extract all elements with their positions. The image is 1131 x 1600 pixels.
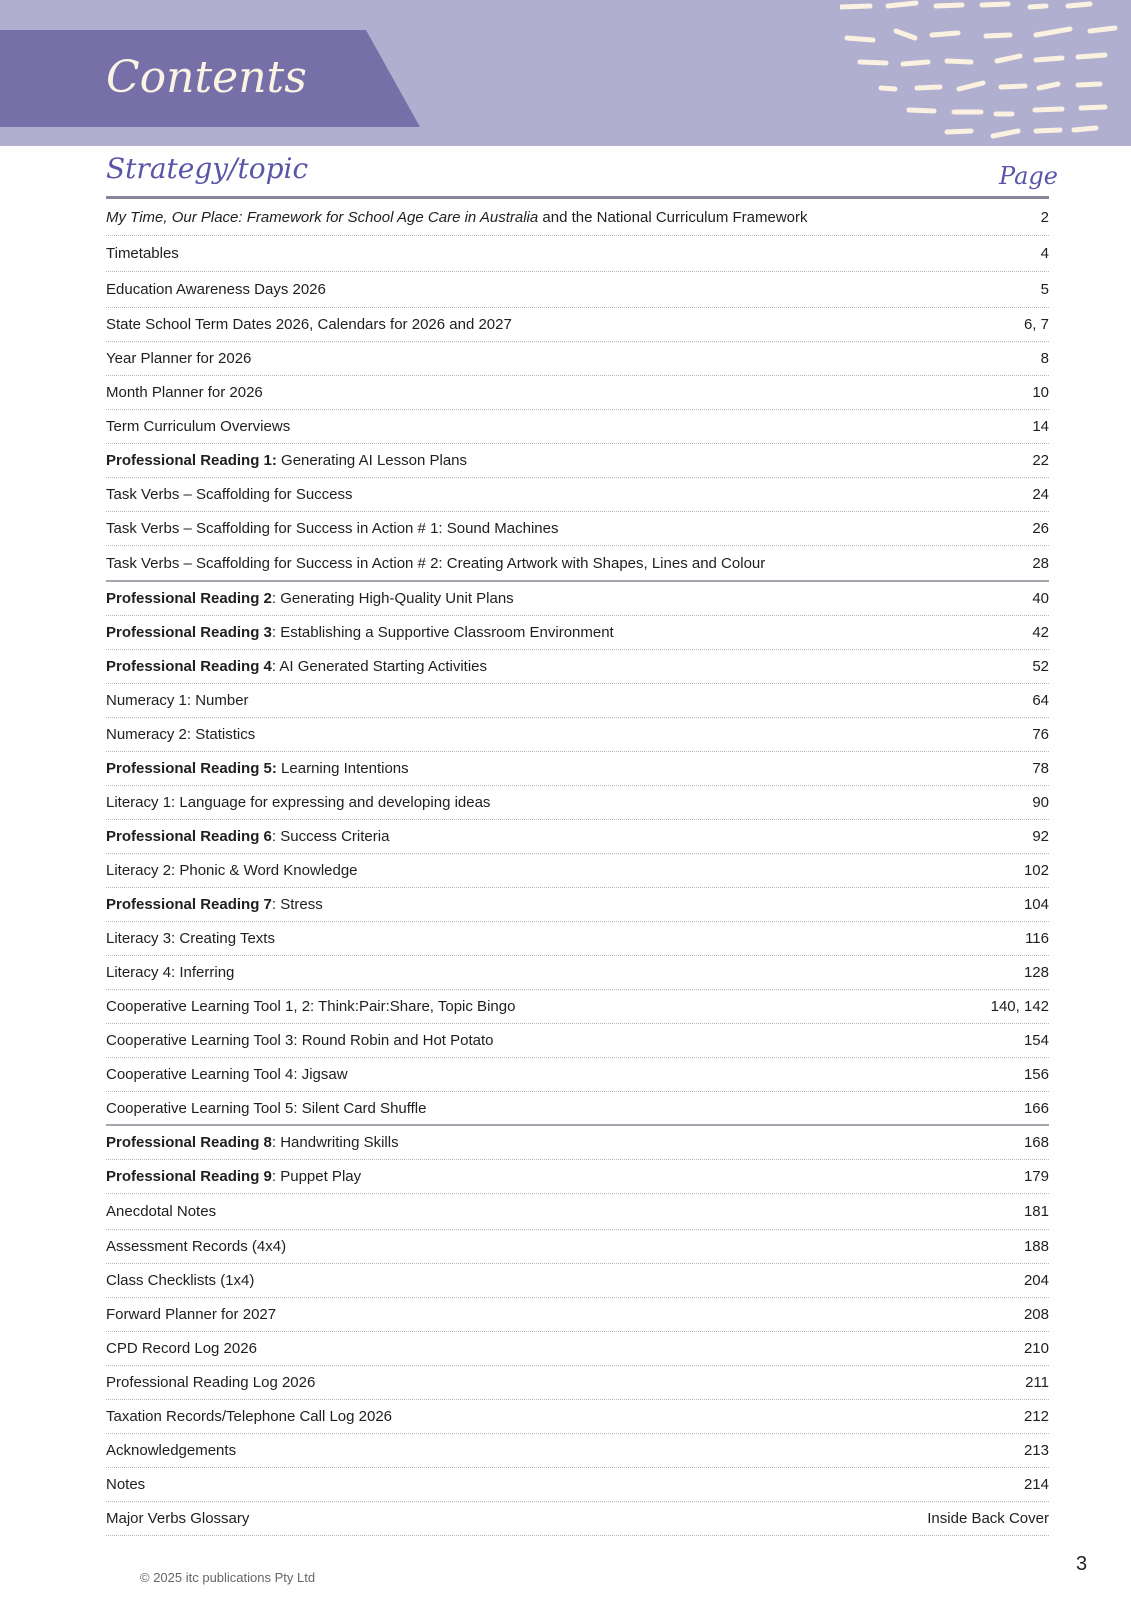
toc-entry-title-text: CPD Record Log 2026: [106, 1340, 257, 1357]
toc-entry-title-text: : Establishing a Supportive Classroom Environment: [271, 624, 614, 641]
toc-entry-title-text: Year Planner for 2026: [106, 350, 252, 367]
toc-entry-page: 188: [1023, 1238, 1049, 1255]
toc-entry-page: 22: [1032, 452, 1049, 469]
toc-entry-title: [106, 726, 255, 743]
toc-entry-page: 14: [1032, 418, 1049, 435]
toc-entry-title: [106, 245, 179, 262]
toc-entry-title: [106, 794, 490, 811]
toc-entry-title: [106, 1272, 254, 1289]
toc-entry-page: 212: [1023, 1408, 1049, 1425]
toc-entry-title: [106, 452, 467, 469]
toc-entry-title-bold: Professional Reading 6: [106, 828, 272, 845]
toc-entry-page: 214: [1023, 1476, 1049, 1493]
toc-entry-title: [106, 896, 323, 913]
toc-entry-page: 76: [1032, 726, 1049, 743]
toc-entry-title-text: : AI Generated Starting Activities: [271, 658, 488, 675]
toc-entry-title: [106, 1203, 216, 1220]
toc-entry-title-text: Forward Planner for 2027: [106, 1306, 277, 1323]
toc-entry-title: [106, 1238, 286, 1255]
toc-entry[interactable]: [106, 200, 1049, 236]
toc-entry-page: 26: [1032, 520, 1049, 537]
toc-entry-title: [106, 998, 515, 1015]
toc-entry-title-text: Term Curriculum Overviews: [106, 418, 291, 435]
toc-entry-title-text: Literacy 1: Language for expressing and developing ideas: [106, 794, 491, 811]
toc-entry[interactable]: [106, 1230, 1049, 1264]
toc-entry-title: [106, 1100, 427, 1117]
toc-entry-page: 102: [1023, 862, 1049, 879]
toc-entry-title: [106, 590, 514, 607]
toc-entry-title-text: : Generating High-Quality Unit Plans: [271, 590, 514, 607]
toc-entry[interactable]: [106, 990, 1049, 1024]
toc-entry-page: 166: [1023, 1099, 1049, 1117]
toc-entry-title: [106, 384, 263, 401]
toc-entry[interactable]: [106, 1332, 1049, 1366]
toc-entry-title-text: : Stress: [271, 896, 323, 913]
toc-entry-page: 78: [1032, 760, 1049, 777]
toc-entry-title-italic: My Time, Our Place: Framework for School Age Care in Australia: [106, 209, 539, 226]
toc-entry-title: [106, 555, 765, 572]
toc-entry-title-text: Cooperative Learning Tool 5: Silent Card Shuffle: [106, 1099, 427, 1117]
toc-entry-title-bold: Professional Reading 5:: [106, 760, 277, 777]
toc-entry-title-text: Class Checklists (1x4): [106, 1272, 255, 1289]
toc-entry-title-text: Month Planner for 2026: [106, 384, 263, 401]
toc-entry-title-text: Taxation Records/Telephone Call Log 2026: [106, 1408, 393, 1425]
toc-entry-title: [106, 350, 251, 367]
toc-entry[interactable]: [106, 1194, 1049, 1230]
toc-entry[interactable]: [106, 444, 1049, 478]
toc-entry-title-bold: Professional Reading 7: [106, 896, 272, 913]
decorative-dashes-icon: [840, 0, 1131, 146]
toc-entry[interactable]: [106, 1160, 1049, 1194]
toc-entry-title-text: Notes: [106, 1476, 146, 1493]
toc-entry[interactable]: [106, 582, 1049, 616]
toc-entry-title-text: Education Awareness Days 2026: [106, 281, 326, 298]
toc-entry[interactable]: [106, 546, 1049, 582]
page-title: Contents: [106, 52, 307, 103]
toc-entry-title: [106, 692, 249, 709]
toc-entry-title-text: Literacy 4: Inferring: [106, 964, 235, 981]
toc-entry-title: [106, 1306, 276, 1323]
toc-entry-page: 156: [1023, 1066, 1049, 1083]
toc-entry-page: 168: [1023, 1134, 1049, 1151]
toc-entry-title: [106, 1066, 348, 1083]
toc-entry-title: [106, 1442, 236, 1459]
toc-entry-page: 213: [1023, 1442, 1049, 1459]
toc-entry-title: [106, 316, 512, 333]
toc-entry-title: [106, 1476, 145, 1493]
toc-entry-title: [106, 1510, 249, 1527]
toc-entry-title-text: Cooperative Learning Tool 1, 2: Think:Pair:Share, Topic Bingo: [106, 998, 516, 1015]
toc-entry-title: [106, 964, 234, 981]
toc-entry-title-text: : Puppet Play: [271, 1168, 362, 1185]
toc-entry-title-text: : Handwriting Skills: [271, 1134, 399, 1151]
toc-entry-title: [106, 520, 558, 537]
toc-entry[interactable]: [106, 1298, 1049, 1332]
toc-entry[interactable]: [106, 376, 1049, 410]
toc-entry[interactable]: [106, 888, 1049, 922]
toc-entry[interactable]: [106, 1264, 1049, 1298]
toc-entry-page: 104: [1023, 896, 1049, 913]
toc-entry-title: [106, 1408, 392, 1425]
toc-entry[interactable]: [106, 1434, 1049, 1468]
toc-entry-title-bold: Professional Reading 2: [106, 590, 272, 607]
column-header-topic: Strategy/topic: [106, 152, 309, 185]
toc-entry-page: 64: [1032, 692, 1049, 709]
toc-entry[interactable]: [106, 786, 1049, 820]
toc-entry[interactable]: [106, 308, 1049, 342]
toc-entry-title: [106, 1032, 494, 1049]
toc-entry-title-bold: Professional Reading 1:: [106, 452, 277, 469]
toc-entry-title: [106, 1340, 257, 1357]
toc-entry[interactable]: [106, 410, 1049, 444]
toc-entry-title: [106, 418, 290, 435]
toc-entry[interactable]: [106, 1058, 1049, 1092]
toc-entry-title-text: Task Verbs – Scaffolding for Success: [106, 486, 353, 503]
toc-entry[interactable]: [106, 922, 1049, 956]
toc-entry-title-text: Assessment Records (4x4): [106, 1238, 287, 1255]
toc-entry-title-text: Literacy 3: Creating Texts: [106, 930, 275, 947]
toc-entry-title-text: and the National Curriculum Framework: [538, 209, 808, 226]
toc-entry-page: 2: [1040, 209, 1049, 226]
toc-entry-title-text: State School Term Dates 2026, Calendars for 2026 and 2027: [106, 316, 512, 333]
toc-entry-title: [106, 658, 487, 675]
toc-entry[interactable]: [106, 1126, 1049, 1160]
table-of-contents: [106, 200, 1049, 1536]
toc-entry-title-text: : Success Criteria: [271, 828, 390, 845]
toc-entry-page: 181: [1023, 1203, 1049, 1220]
toc-entry[interactable]: [106, 1092, 1049, 1126]
page-number: 3: [1076, 1553, 1088, 1575]
toc-entry[interactable]: [106, 272, 1049, 308]
toc-entry-page: 10: [1032, 384, 1049, 401]
toc-entry[interactable]: [106, 1468, 1049, 1502]
toc-entry-page: 8: [1040, 350, 1049, 367]
toc-entry-page: 179: [1023, 1168, 1049, 1185]
toc-entry-title: [106, 486, 353, 503]
toc-entry-title-text: Learning Intentions: [276, 760, 409, 777]
toc-entry[interactable]: [106, 956, 1049, 990]
toc-entry-title-text: Literacy 2: Phonic & Word Knowledge: [106, 862, 358, 879]
toc-entry[interactable]: [106, 718, 1049, 752]
toc-entry[interactable]: [106, 478, 1049, 512]
toc-entry-title-text: Professional Reading Log 2026: [106, 1374, 316, 1391]
toc-entry[interactable]: [106, 752, 1049, 786]
toc-entry[interactable]: [106, 1400, 1049, 1434]
toc-entry-page: 154: [1023, 1032, 1049, 1049]
toc-entry-title: [106, 1134, 399, 1151]
toc-entry-title-text: Cooperative Learning Tool 3: Round Robin and Hot Potato: [106, 1032, 494, 1049]
toc-entry[interactable]: [106, 342, 1049, 376]
column-header-page: Page: [999, 162, 1058, 190]
toc-entry-title-text: Anecdotal Notes: [106, 1203, 217, 1220]
header-rule: [106, 196, 1049, 199]
toc-entry-title-text: Task Verbs – Scaffolding for Success in Action # 1: Sound Machines: [106, 520, 559, 537]
toc-entry-page: 211: [1025, 1374, 1049, 1391]
toc-entry-title: [106, 209, 808, 226]
toc-entry-page: 204: [1023, 1272, 1049, 1289]
toc-entry-page: 52: [1032, 658, 1049, 675]
toc-entry-title: [106, 281, 326, 298]
toc-entry[interactable]: [106, 1024, 1049, 1058]
toc-entry-page: 128: [1023, 964, 1049, 981]
toc-entry-page: 140, 142: [990, 998, 1049, 1015]
toc-entry-page: 90: [1032, 794, 1049, 811]
toc-entry-page: 208: [1023, 1306, 1049, 1323]
toc-entry-title: [106, 828, 389, 845]
toc-entry-page: 92: [1032, 828, 1049, 845]
toc-entry-title: [106, 862, 358, 879]
toc-entry-page: 42: [1032, 624, 1049, 641]
toc-entry[interactable]: [106, 650, 1049, 684]
toc-entry[interactable]: [106, 616, 1049, 650]
toc-entry-title: [106, 760, 409, 777]
toc-entry-title-text: Acknowledgements: [106, 1442, 237, 1459]
toc-entry-title-bold: Professional Reading 4: [106, 658, 272, 675]
toc-entry[interactable]: [106, 820, 1049, 854]
toc-entry[interactable]: [106, 854, 1049, 888]
toc-entry-title-text: Timetables: [106, 245, 179, 262]
toc-entry-title: [106, 1374, 315, 1391]
toc-entry-title-text: Numeracy 1: Number: [106, 692, 249, 709]
toc-entry[interactable]: [106, 512, 1049, 546]
toc-entry-page: 6, 7: [1023, 316, 1049, 333]
toc-entry-title-text: Task Verbs – Scaffolding for Success in Action # 2: Creating Artwork with Shapes, Lines and Colour: [106, 554, 766, 572]
toc-entry-page: 4: [1040, 245, 1049, 262]
toc-entry[interactable]: [106, 236, 1049, 272]
copyright-notice: © 2025 itc publications Pty Ltd: [140, 1570, 316, 1585]
toc-entry-page: Inside Back Cover: [927, 1510, 1049, 1527]
toc-entry-title: [106, 624, 614, 641]
toc-entry-title: [106, 1168, 361, 1185]
toc-entry-page: 24: [1032, 486, 1049, 503]
toc-entry[interactable]: [106, 684, 1049, 718]
toc-entry-title-text: Cooperative Learning Tool 4: Jigsaw: [106, 1066, 348, 1083]
toc-entry-page: 28: [1032, 554, 1049, 572]
toc-entry-page: 5: [1040, 281, 1049, 298]
toc-entry-title-text: Numeracy 2: Statistics: [106, 726, 256, 743]
toc-entry-title-text: Major Verbs Glossary: [106, 1510, 250, 1527]
toc-entry-page: 40: [1032, 590, 1049, 607]
toc-entry-title-bold: Professional Reading 8: [106, 1134, 272, 1151]
toc-entry-page: 210: [1023, 1340, 1049, 1357]
toc-entry[interactable]: [106, 1366, 1049, 1400]
toc-entry-title-bold: Professional Reading 3: [106, 624, 272, 641]
toc-entry-title: [106, 930, 275, 947]
toc-entry-page: 116: [1025, 930, 1049, 947]
toc-entry-title-text: Generating AI Lesson Plans: [276, 452, 467, 469]
toc-entry[interactable]: [106, 1502, 1049, 1536]
toc-entry-title-bold: Professional Reading 9: [106, 1168, 272, 1185]
